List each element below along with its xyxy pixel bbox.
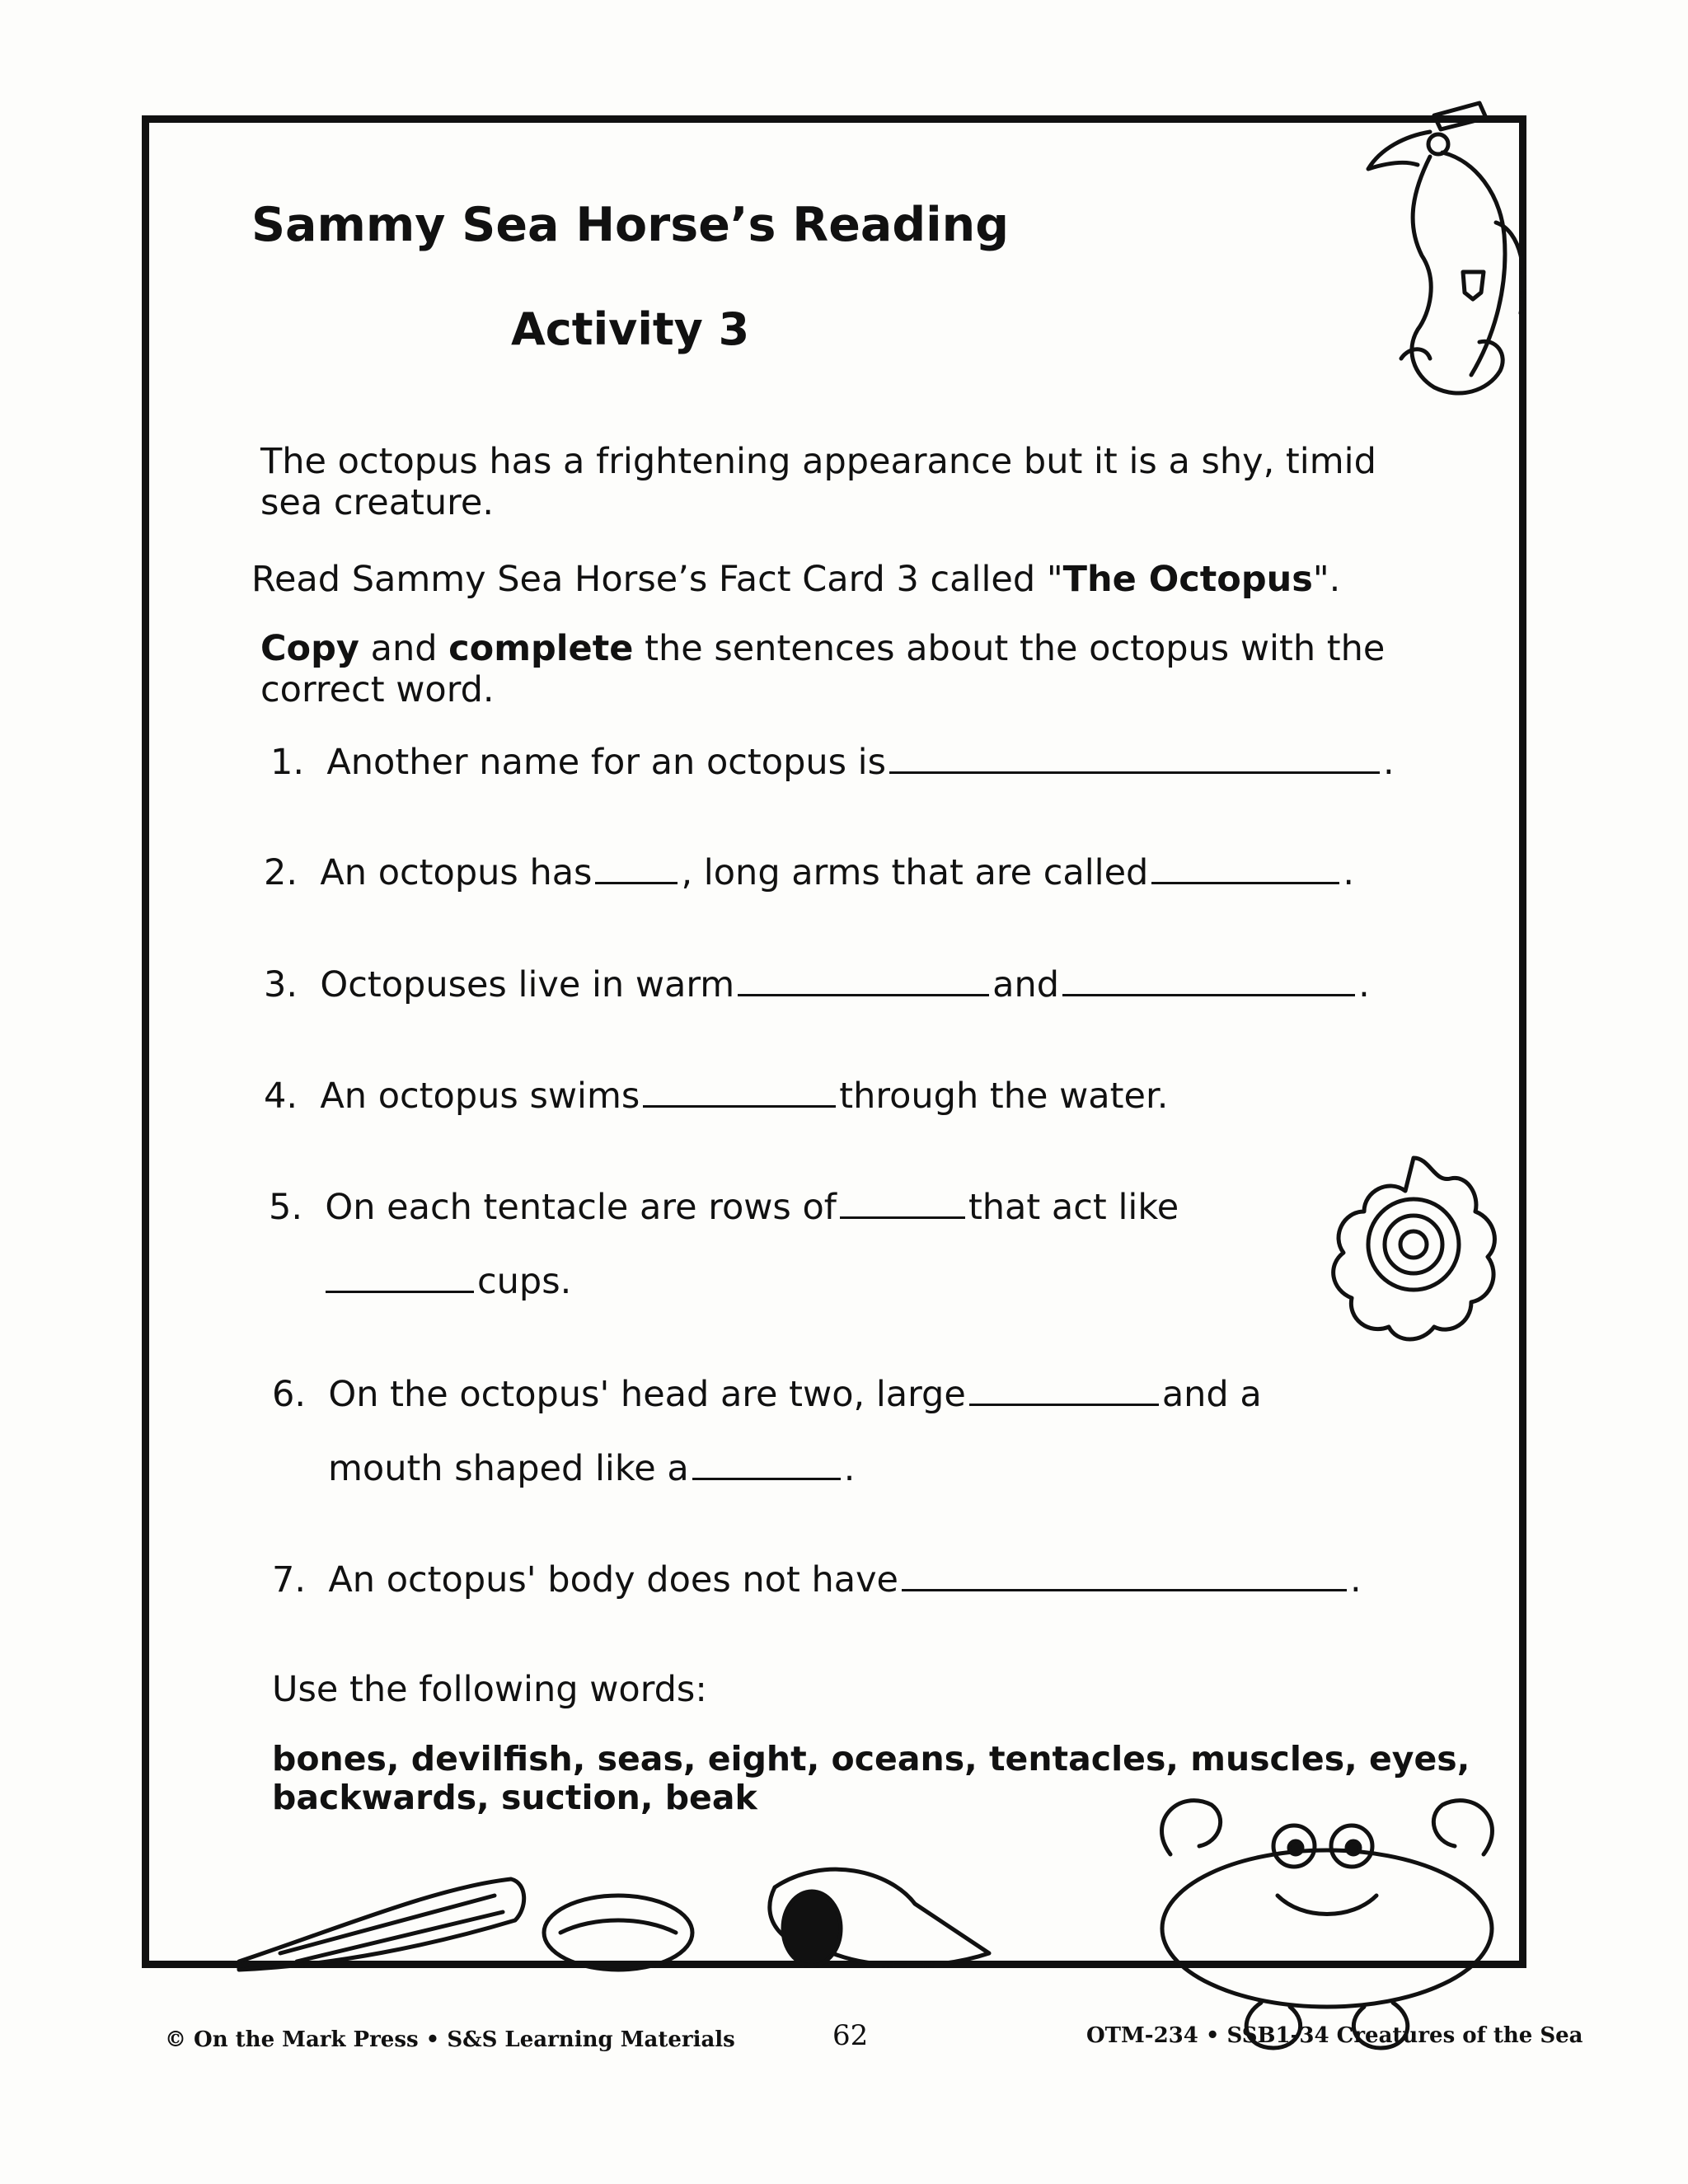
question-text-end: cups.: [477, 1261, 572, 1302]
question-7: [272, 1558, 1362, 1601]
fact-card-title: The Octopus: [1062, 559, 1313, 600]
copy-instruction-rest: the sentences about the octopus with the: [633, 628, 1386, 669]
word-bank-label: Use the following words:: [272, 1669, 707, 1710]
spiral-shell-illustration: [1298, 1141, 1529, 1347]
answer-blank[interactable]: [326, 1259, 474, 1293]
question-6-line-2: [328, 1446, 855, 1489]
activity-heading: Activity 3: [511, 303, 750, 355]
question-number: 2.: [264, 852, 298, 893]
question-end: .: [843, 1448, 856, 1489]
complete-word: complete: [448, 628, 634, 669]
and-word: and: [359, 628, 449, 669]
question-text-middle: , long arms that are called: [681, 852, 1149, 893]
question-text-middle: through the water.: [839, 1076, 1169, 1117]
answer-blank[interactable]: [889, 740, 1380, 774]
answer-blank[interactable]: [1151, 851, 1339, 884]
answer-blank[interactable]: [969, 1372, 1159, 1406]
answer-blank[interactable]: [738, 963, 989, 996]
question-1: [270, 740, 1395, 783]
sea-horse-illustration: [1364, 82, 1562, 478]
question-text: On each tentacle are rows of: [325, 1187, 837, 1228]
copy-instruction-line-2: correct word.: [260, 669, 495, 710]
read-instruction-suffix: ".: [1312, 559, 1341, 600]
question-text: An octopus' body does not have: [328, 1559, 899, 1601]
question-text: mouth shaped like a: [328, 1448, 689, 1489]
question-text: Another name for an octopus is: [326, 742, 887, 783]
answer-blank[interactable]: [643, 1074, 836, 1108]
read-instruction: [251, 559, 1340, 600]
question-end: .: [1383, 742, 1395, 783]
page-number: 62: [832, 2019, 869, 2052]
copy-instruction: [260, 628, 1385, 669]
question-number: 1.: [270, 742, 305, 783]
page-title: Sammy Sea Horse’s Reading: [251, 198, 1010, 252]
footer-book-code: OTM-234 • SSB1-34 Creatures of the Sea: [1086, 2023, 1583, 2048]
answer-blank[interactable]: [840, 1185, 965, 1219]
question-end: .: [1350, 1559, 1362, 1601]
question-6: [272, 1372, 1262, 1415]
word-bank-line-1: bones, devilfish, seas, eight, oceans, tentacles, muscles, eyes,: [272, 1739, 1470, 1779]
word-bank-line-2: backwards, suction, beak: [272, 1778, 757, 1817]
shells-illustration: [231, 1838, 1055, 1994]
question-text-middle: and: [992, 964, 1060, 1005]
question-5-line-2: [326, 1259, 571, 1302]
read-instruction-prefix: Read Sammy Sea Horse’s Fact Card 3 called ": [251, 559, 1063, 600]
crab-illustration: [1121, 1788, 1533, 2060]
answer-blank[interactable]: [1062, 963, 1355, 996]
answer-blank[interactable]: [902, 1558, 1347, 1591]
question-number: 5.: [269, 1187, 303, 1228]
question-end: .: [1343, 852, 1355, 893]
question-number: 6.: [272, 1374, 307, 1415]
question-text: An octopus has: [320, 852, 593, 893]
question-number: 4.: [264, 1076, 298, 1117]
question-text-middle: and a: [1161, 1374, 1262, 1415]
copy-word: Copy: [260, 628, 359, 669]
question-end: .: [1358, 964, 1370, 1005]
answer-blank[interactable]: [595, 851, 678, 884]
question-text: On the octopus' head are two, large: [328, 1374, 966, 1415]
question-number: 7.: [272, 1559, 307, 1601]
question-text-middle: that act like: [968, 1187, 1179, 1228]
question-4: [264, 1074, 1168, 1117]
intro-line-2: sea creature.: [260, 482, 495, 523]
question-3: [264, 963, 1370, 1005]
question-5: [269, 1185, 1179, 1228]
question-text: Octopuses live in warm: [320, 964, 735, 1005]
question-text: An octopus swims: [320, 1076, 640, 1117]
footer-publisher: © On the Mark Press • S&S Learning Materials: [165, 2027, 735, 2052]
intro-line-1: The octopus has a frightening appearance but it is a shy, timid: [260, 441, 1376, 482]
question-number: 3.: [264, 964, 298, 1005]
answer-blank[interactable]: [692, 1446, 841, 1480]
question-2: [264, 851, 1354, 893]
